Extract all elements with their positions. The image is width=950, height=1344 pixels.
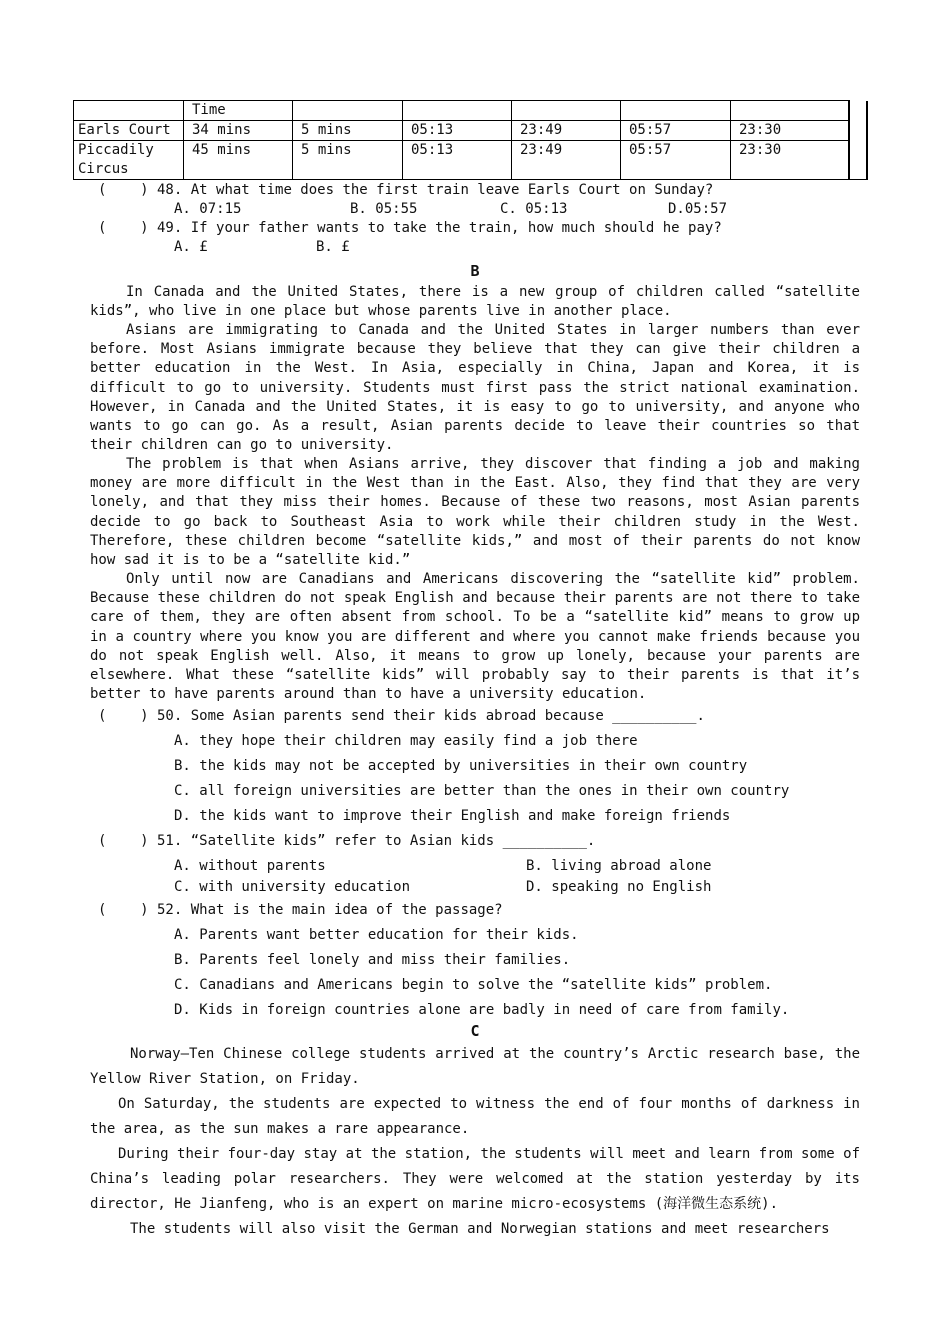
table-cell [621, 101, 731, 121]
table-cell-station [74, 141, 184, 180]
option-c: C. with university education [174, 879, 411, 895]
option-b: B. 05:55 [350, 201, 418, 217]
option-d: D. Kids in foreign countries alone are badly in need of care from family. [174, 1002, 790, 1018]
train-timetable [73, 100, 868, 180]
question-text: “Satellite kids” refer to Asian kids __________. [190, 833, 596, 849]
passage-b-paragraph-2: Asians are immigrating to Canada and the United States in larger numbers than ever before. Most Asians immigrate because they believe that they can give their children a better education in the West. In Asia, especially in China, Japan and Korea, it is difficult to go to university. Students must first pass the strict national examination. However, in Canada and the United States, it is easy to go to university, and anyone who wants to go can go. As a result, Asian parents decide to leave their countries so that their children can go to university. [90, 322, 860, 454]
table-cell [293, 101, 403, 121]
table-cell [74, 101, 184, 121]
table-cell: 05:13 [403, 141, 512, 180]
option-c: C. Canadians and Americans begin to solve the “satellite kids” problem. [174, 977, 773, 993]
table-cell-time: 45 mins [184, 141, 293, 180]
table-row [74, 101, 867, 121]
table-cell [512, 101, 621, 121]
table-cell: 23:30 [731, 141, 849, 180]
option-d: D. speaking no English [526, 879, 712, 895]
question-text: If your father wants to take the train, how much should he pay? [190, 220, 722, 236]
question-number: ( ) 49. [98, 220, 183, 236]
passage-b-paragraph-1: In Canada and the United States, there is a new group of children called “satellite kids”, who live in one place but whose parents live in another place. [90, 284, 860, 320]
question-48 [98, 181, 713, 200]
table-cell-frequency: 5 mins [293, 121, 403, 141]
section-heading-b: B [470, 262, 480, 280]
option-d: D.05:57 [668, 201, 728, 217]
question-number: ( ) 50. [98, 708, 183, 724]
option-a: A. 07:15 [174, 201, 242, 217]
station-line-2: Circus [78, 161, 129, 177]
table-cell: 23:30 [731, 121, 849, 141]
question-text: At what time does the first train leave Earls Court on Sunday? [190, 182, 714, 198]
table-cell: 05:13 [403, 121, 512, 141]
table-cell: 23:49 [512, 121, 621, 141]
option-c: C. all foreign universities are better than the ones in their own country [174, 783, 790, 799]
question-text: Some Asian parents send their kids abroad because __________. [190, 708, 705, 724]
question-51 [98, 832, 595, 851]
table-cell [849, 101, 867, 121]
question-number: ( ) 48. [98, 182, 183, 198]
option-b: B. living abroad alone [526, 858, 712, 874]
station-line-1: Piccadily [78, 142, 154, 158]
question-number: ( ) 52. [98, 902, 183, 918]
passage-b-paragraph-4: Only until now are Canadians and Americans discovering the “satellite kid” problem. Because these children do not speak English and because their parents are not there to take care of them, they are often absent from school. To be a “satellite kid” means to grow up in a country where you know you are different and where you cannot make friends because you do not speak English well. Also, it means to grow up lonely, because your parents are elsewhere. What these “satellite kids” will probably say to their parents is that it’s better to have parents around than to have a university education. [90, 571, 860, 703]
option-a: A. without parents [174, 858, 326, 874]
passage-c-paragraph-3: During their four-day stay at the station, the students will meet and learn from some of China’s leading polar researchers. They were welcomed at the station yesterday by its director, He Jianfeng, who is an expert on marine micro-ecosystems (海洋微生态系统). [90, 1146, 860, 1212]
question-text: What is the main idea of the passage? [190, 902, 503, 918]
option-c: C. 05:13 [500, 201, 568, 217]
question-number: ( ) 51. [98, 833, 183, 849]
table-row [74, 121, 867, 141]
passage-c-paragraph-2: On Saturday, the students are expected to witness the end of four months of darkness in the area, as the sun makes a rare appearance. [90, 1096, 860, 1137]
table-header-time: Time [184, 101, 293, 121]
option-d: D. the kids want to improve their English and make foreign friends [174, 808, 731, 824]
question-49 [98, 219, 722, 238]
table-cell [403, 101, 512, 121]
question-52 [98, 901, 503, 920]
passage-b-paragraph-3: The problem is that when Asians arrive, they discover that finding a job and making money are more difficult in the West than in the East. Also, they find that they are very lonely, and that they miss their homes. Because of these two reasons, most Asian parents decide to go back to Southeast Asia to work while their children study in the West. Therefore, these children become “satellite kids,” and most of their parents do not know how sad it is to be a “satellite kid.” [90, 456, 860, 569]
option-b: B. the kids may not be accepted by universities in their own country [174, 758, 748, 774]
option-b: B. Parents feel lonely and miss their families. [174, 952, 571, 968]
section-heading-c: C [470, 1022, 480, 1040]
option-a: A. they hope their children may easily find a job there [174, 733, 638, 749]
passage-c-paragraph-4: The students will also visit the German and Norwegian stations and meet researchers [130, 1221, 830, 1237]
option-b: B. £ [316, 239, 350, 255]
table-cell [849, 141, 867, 180]
option-a: A. £ [174, 239, 208, 255]
table-cell-time: 34 mins [184, 121, 293, 141]
table-row [74, 141, 867, 180]
table-cell: 23:49 [512, 141, 621, 180]
table-cell [731, 101, 849, 121]
table-cell-station: Earls Court [74, 121, 184, 141]
table-cell: 05:57 [621, 121, 731, 141]
option-a: A. Parents want better education for their kids. [174, 927, 579, 943]
question-50 [98, 707, 705, 726]
table-cell [849, 121, 867, 141]
table-cell: 05:57 [621, 141, 731, 180]
passage-c-paragraph-1: Norway—Ten Chinese college students arrived at the country’s Arctic research base, the Yellow River Station, on Friday. [90, 1046, 860, 1087]
table-cell-frequency: 5 mins [293, 141, 403, 180]
